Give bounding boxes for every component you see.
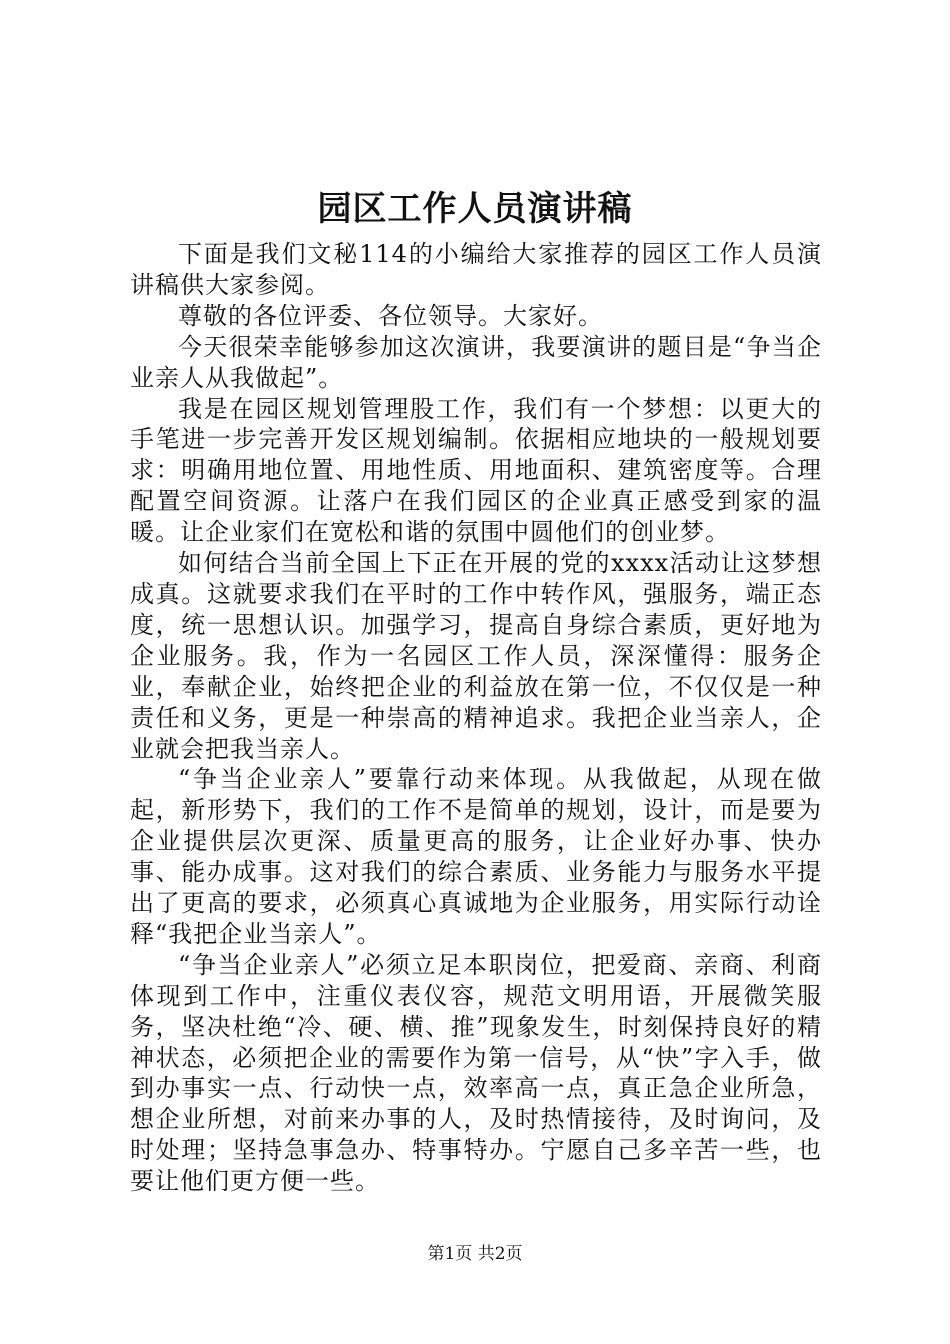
paragraph-topic: 今天很荣幸能够参加这次演讲，我要演讲的题目是“争当企业亲人从我做起”。: [130, 332, 822, 392]
document-body: [130, 239, 822, 1197]
paragraph-realize: 如何结合当前全国上下正在开展的党的xxxx活动让这梦想成真。这就要求我们在平时的工作中转作风，强服务，端正态度，统一思想认识。加强学习，提高自身综合素质，更好地为企业服务。我，作为一名园区工作人员，深深懂得：服务企业，奉献企业，始终把企业的利益放在第一位，不仅仅是一种责任和义务，更是一种崇高的精神追求。我把企业当亲人，企业就会把我当亲人。: [130, 549, 822, 763]
paragraph-greeting: 尊敬的各位评委、各位领导。大家好。: [178, 301, 603, 330]
paragraph-action: “争当企业亲人”要靠行动来体现。从我做起，从现在做起，新形势下，我们的工作不是简单的规划，设计，而是要为企业提供层次更深、质量更高的服务，让企业好办事、快办事、能办成事。这对我们的综合素质、业务能力与服务水平提出了更高的要求，必须真心真诚地为企业服务，用实际行动诠释“我把企业当亲人”。: [130, 765, 822, 948]
paragraph-duty: “争当企业亲人”必须立足本职岗位，把爱商、亲商、利商体现到工作中，注重仪表仪容，规范文明用语，开展微笑服务，坚决杜绝“冷、硬、横、推”现象发生，时刻保持良好的精神状态，必须把企业的需要作为第一信号，从“快”字入手，做到办事实一点、行动快一点，效率高一点，真正急企业所急，想企业所想，对前来办事的人，及时热情接待，及时询问，及时处理；坚持急事急办、特事特办。宁愿自己多辛苦一些，也要让他们更方便一些。: [130, 950, 822, 1196]
page-number-footer: 第1页 共2页: [427, 1244, 523, 1264]
paragraph-dream: 我是在园区规划管理股工作，我们有一个梦想：以更大的手笔进一步完善开发区规划编制。依据相应地块的一般规划要求：明确用地位置、用地性质、用地面积、建筑密度等。合理配置空间资源。让落户在我们园区的企业真正感受到家的温暖。让企业家们在宽松和谐的氛围中圆他们的创业梦。: [130, 394, 822, 547]
paragraph-intro: 下面是我们文秘114的小编给大家推荐的园区工作人员演讲稿供大家参阅。: [130, 240, 822, 299]
document-title: 园区工作人员演讲稿: [317, 189, 633, 229]
